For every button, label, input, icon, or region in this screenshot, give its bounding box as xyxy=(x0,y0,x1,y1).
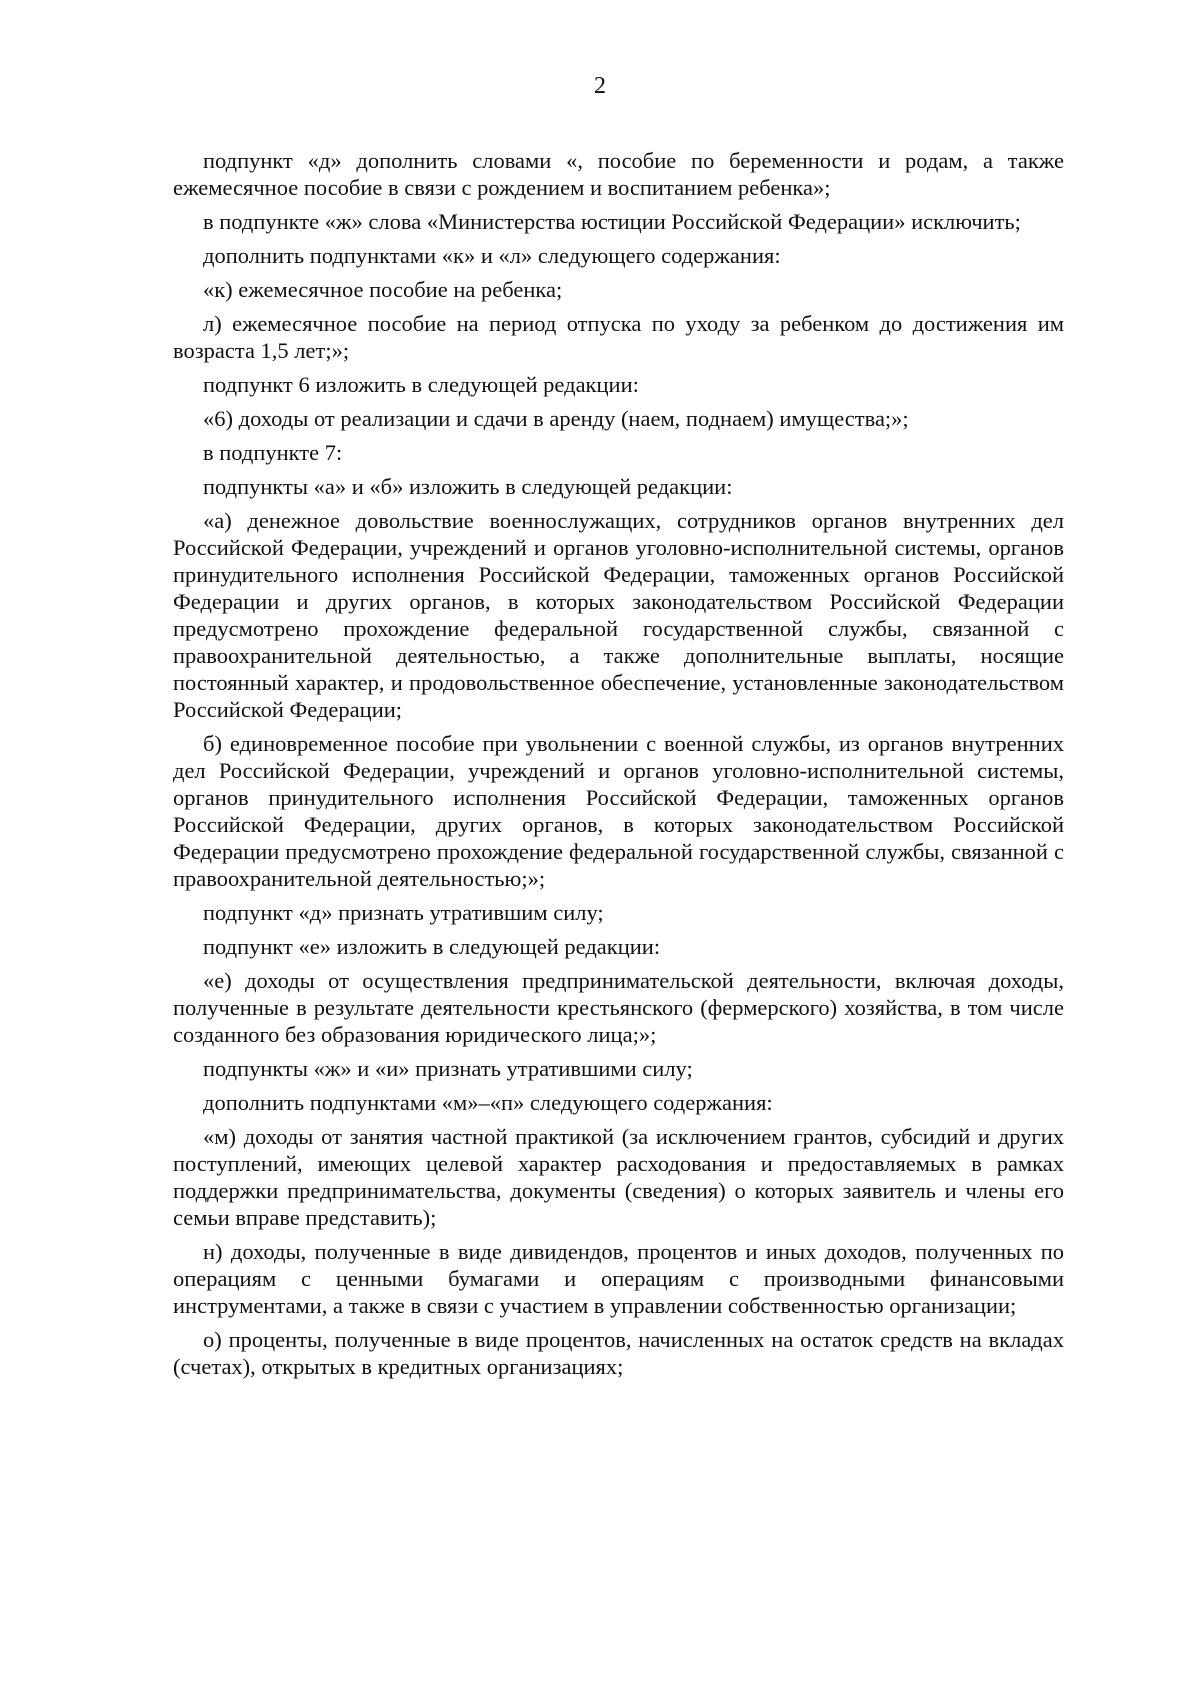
paragraph: дополнить подпунктами «к» и «л» следующего содержания: xyxy=(203,243,781,268)
paragraph: «а) денежное довольствие военнослужащих, сотрудников органов внутренних дел Российской Федерации, учреждений и органов уголовно-исполнительной системы, органов принудительного исполнения Российской Федерации, таможенных органов Российской Федерации и других органов, в которых законодательством Российской Федерации предусмотрено прохождение федеральной государственной службы, связанной с правоохранительной деятельностью, а также дополнительные выплаты, носящие постоянный характер, и продовольственное обеспечение, установленные законодательством Российской Федерации; xyxy=(173,508,1064,722)
paragraph: дополнить подпунктами «м»–«п» следующего содержания: xyxy=(203,1090,773,1115)
paragraph: подпункт 6 изложить в следующей редакции: xyxy=(203,372,639,397)
paragraph: в подпункте «ж» слова «Министерства юстиции Российской Федерации» исключить; xyxy=(203,209,1021,234)
paragraph: н) доходы, полученные в виде дивидендов, процентов и иных доходов, полученных по операциям с ценными бумагами и операциям с производными финансовыми инструментами, а также в связи с участием в управлении собственностью организации; xyxy=(173,1239,1064,1318)
paragraph: л) ежемесячное пособие на период отпуска по уходу за ребенком до достижения им возраста 1,5 лет;»; xyxy=(173,311,1064,363)
paragraph: в подпункте 7: xyxy=(203,440,343,465)
paragraph: подпункт «д» дополнить словами «, пособие по беременности и родам, а также ежемесячное пособие в связи с рождением и воспитанием ребенка»; xyxy=(173,148,1064,200)
paragraph: «6) доходы от реализации и сдачи в аренду (наем, поднаем) имущества;»; xyxy=(203,406,909,431)
paragraph: подпункты «ж» и «и» признать утратившими силу; xyxy=(203,1056,693,1081)
paragraph: подпункт «е» изложить в следующей редакции: xyxy=(203,934,661,959)
paragraph: «е) доходы от осуществления предпринимательской деятельности, включая доходы, полученные в результате деятельности крестьянского (фермерского) хозяйства, в том числе созданного без образования юридического лица;»; xyxy=(173,968,1064,1047)
paragraph: «к) ежемесячное пособие на ребенка; xyxy=(203,277,563,302)
paragraph: подпункты «а» и «б» изложить в следующей редакции: xyxy=(203,474,733,499)
document-body xyxy=(173,147,1064,1387)
paragraph: «м) доходы от занятия частной практикой (за исключением грантов, субсидий и других поступлений, имеющих целевой характер расходования и предоставляемых в рамках поддержки предпринимательства, документы (сведения) о которых заявитель и члены его семьи вправе представить); xyxy=(173,1124,1064,1230)
paragraph: б) единовременное пособие при увольнении с военной службы, из органов внутренних дел Российской Федерации, учреждений и органов уголовно-исполнительной системы, органов принудительного исполнения Российской Федерации, таможенных органов Российской Федерации, других органов, в которых законодательством Российской Федерации предусмотрено прохождение федеральной государственной службы, связанной с правоохранительной деятельностью;»; xyxy=(173,731,1064,891)
page-number: 2 xyxy=(594,73,606,99)
paragraph: о) проценты, полученные в виде процентов, начисленных на остаток средств на вкладах (счетах), открытых в кредитных организациях; xyxy=(173,1327,1064,1379)
paragraph: подпункт «д» признать утратившим силу; xyxy=(203,900,604,925)
